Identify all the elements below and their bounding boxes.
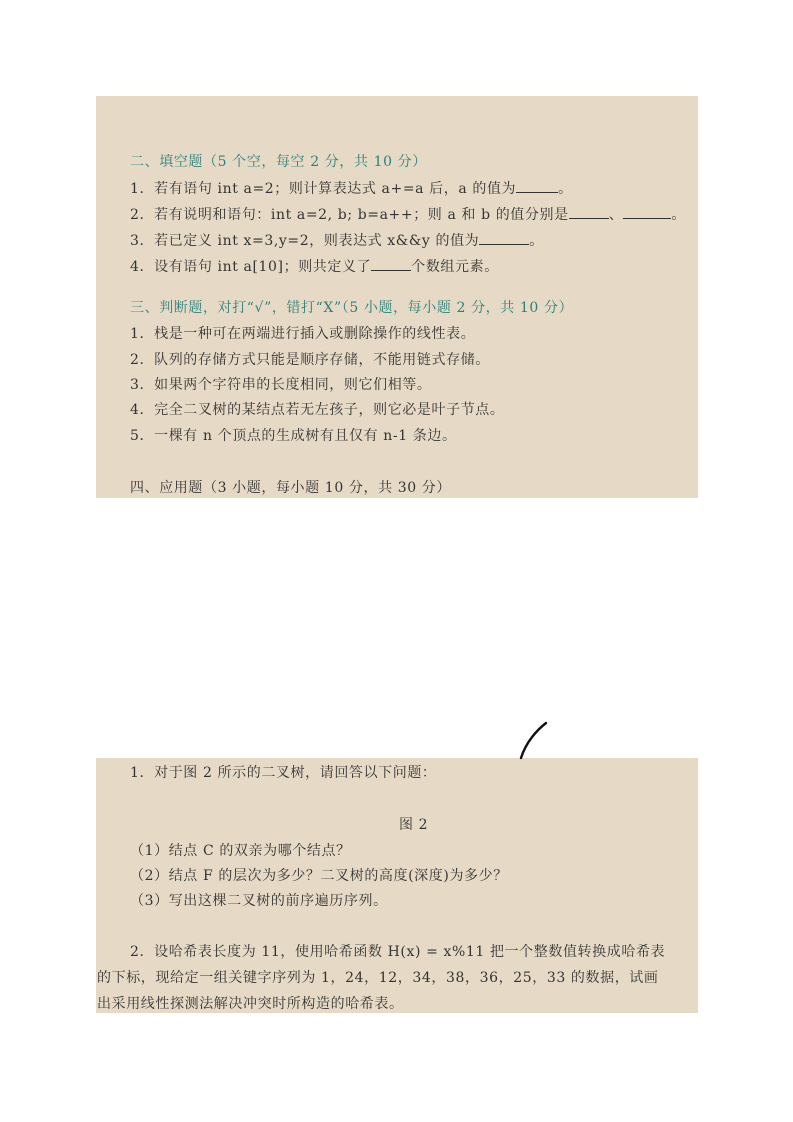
judge-question: 2．队列的存储方式只能是顺序存储，不能用链式存储。 <box>130 352 490 368</box>
sub-question: （1）结点 C 的双亲为哪个结点？ <box>130 843 351 859</box>
question-suffix: 。 <box>671 207 686 223</box>
answer-blank <box>371 256 411 271</box>
answer-blank <box>623 204 671 219</box>
application-question-2-line: 2．设哈希表长度为 11，使用哈希函数 H(x) = x%11 把一个整数值转换成哈希表 <box>130 944 666 960</box>
application-question-2-line: 出采用线性探测法解决冲突时所构造的哈希表。 <box>97 996 404 1012</box>
answer-blank <box>569 204 609 219</box>
section3-heading: 三、判断题，对打“√”，错打“X”（5 小题，每小题 2 分，共 10 分） <box>130 300 574 316</box>
sub-question: （2）结点 F 的层次为多少？二叉树的高度(深度)为多少？ <box>130 868 508 884</box>
judge-question: 4．完全二叉树的某结点若无左孩子，则它必是叶子节点。 <box>130 402 505 418</box>
application-question-1: 1．对于图 2 所示的二叉树，请回答以下问题： <box>130 765 437 781</box>
sub-question: （3）写出这棵二叉树的前序遍历序列。 <box>130 893 388 909</box>
fill-question-1 <box>130 178 573 199</box>
section4-heading: 四、应用题（3 小题，每小题 10 分，共 30 分） <box>130 480 451 496</box>
section2-heading: 二、填空题（5 个空，每空 2 分，共 10 分） <box>130 154 427 170</box>
judge-question: 1．栈是一种可在两端进行插入或删除操作的线性表。 <box>130 326 476 342</box>
question-text: 1．若有语句 int a=2；则计算表达式 a+=a 后，a 的值为 <box>130 181 517 197</box>
answer-blank <box>479 230 529 245</box>
figure-caption: 图 2 <box>399 817 429 833</box>
fill-question-4 <box>130 256 499 277</box>
fill-question-2 <box>130 204 686 225</box>
judge-question: 3．如果两个字符串的长度相同，则它们相等。 <box>130 377 432 393</box>
application-question-2-line: 的下标，现给定一组关键字序列为 1，24，12，34，38，36，25，33 的数据，试画 <box>97 970 659 986</box>
question-suffix: 。 <box>558 181 573 197</box>
question-suffix: 。 <box>529 233 544 249</box>
answer-blank <box>516 178 558 193</box>
fill-question-3 <box>130 230 544 251</box>
question-suffix: 个数组元素。 <box>411 259 499 275</box>
question-text: 4．设有语句 int a[10]；则共定义了 <box>130 259 372 275</box>
question-text: 2．若有说明和语句：int a=2, b; b=a++；则 a 和 b 的值分别是 <box>130 207 569 223</box>
tree-figure-fragment <box>515 720 555 762</box>
judge-question: 5．一棵有 n 个顶点的生成树有且仅有 n-1 条边。 <box>130 428 457 444</box>
question-text: 3．若已定义 int x=3,y=2，则表达式 x&&y 的值为 <box>130 233 480 249</box>
question-separator: 、 <box>608 207 624 223</box>
